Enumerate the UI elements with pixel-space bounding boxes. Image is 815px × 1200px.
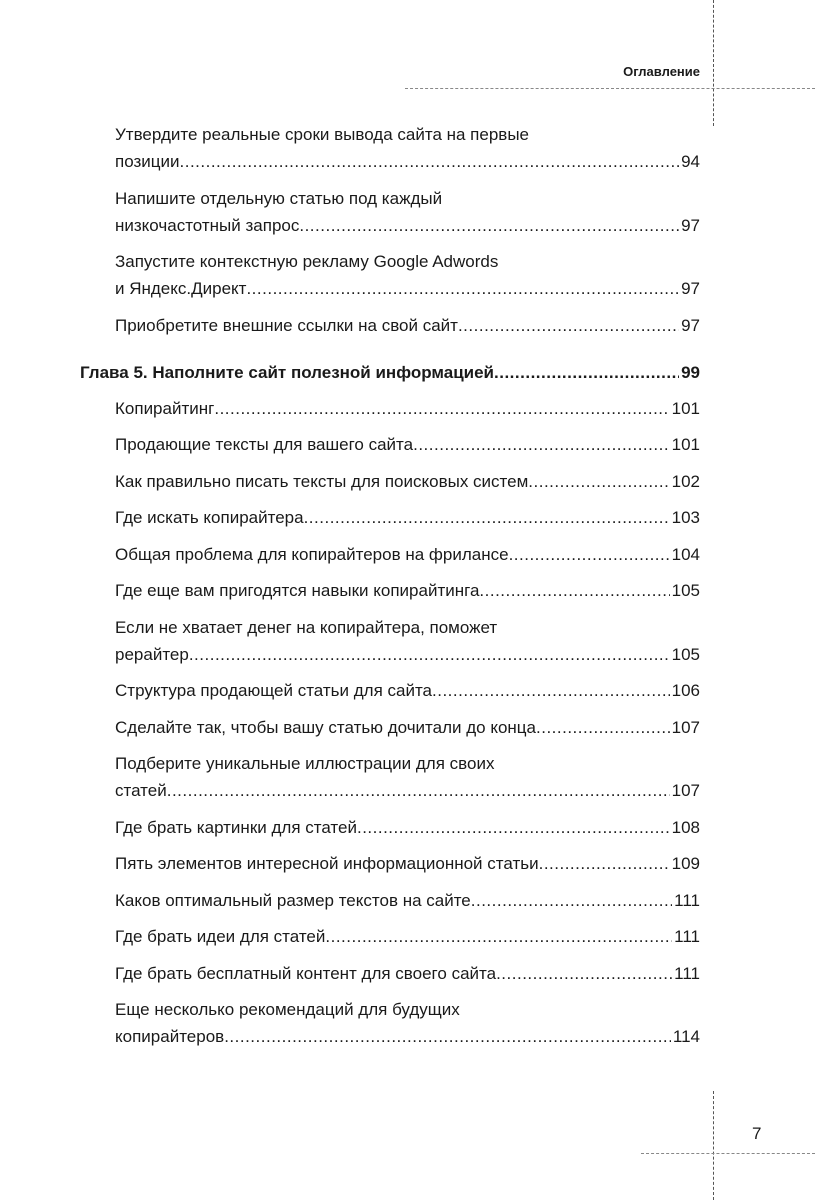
- toc-page-number: 101: [671, 398, 700, 418]
- toc-entry[interactable]: [115, 714, 700, 741]
- dot-leader: [471, 887, 672, 914]
- crop-mark-top-vertical: [713, 0, 714, 126]
- table-of-contents: [80, 121, 700, 1060]
- toc-entry-title: копирайтеров: [115, 1027, 225, 1046]
- toc-entry-title: Запустите контекстную рекламу Google Adwords: [115, 252, 499, 271]
- toc-entry-title: Сделайте так, чтобы вашу статью дочитали до конца: [115, 717, 536, 737]
- toc-entry-title: рерайтер: [115, 644, 189, 664]
- toc-entry[interactable]: [115, 577, 700, 604]
- crop-mark-bottom-vertical: [713, 1091, 714, 1200]
- toc-entry-line: [115, 121, 700, 148]
- toc-entry-title: Где еще вам пригодятся навыки копирайтинга: [115, 581, 480, 600]
- toc-entry-line: [115, 185, 700, 212]
- dot-leader: [357, 814, 670, 841]
- toc-page-number: 94: [681, 152, 700, 171]
- toc-entry-line: [115, 395, 700, 422]
- toc-page-number: 106: [671, 681, 700, 700]
- dot-leader: [246, 275, 679, 302]
- toc-entry-line: [115, 541, 700, 568]
- toc-entry[interactable]: [115, 185, 700, 239]
- toc-entry-line: [115, 504, 700, 531]
- toc-entry-line: [115, 923, 700, 950]
- toc-entry-line: [115, 677, 700, 704]
- dot-leader: [189, 641, 670, 668]
- dot-leader: [325, 923, 672, 950]
- toc-page-number: 103: [671, 508, 700, 527]
- dot-leader: [432, 677, 670, 704]
- toc-entry[interactable]: [115, 923, 700, 950]
- toc-entry-title: Где брать картинки для статей: [115, 817, 357, 837]
- footer-rule: [641, 1153, 815, 1154]
- dot-leader: [413, 431, 670, 458]
- toc-entry-title: Где брать бесплатный контент для своего сайта: [115, 963, 497, 983]
- toc-entry[interactable]: [115, 677, 700, 704]
- header-rule: [405, 88, 815, 89]
- toc-entry-title: Копирайтинг: [115, 398, 215, 418]
- toc-page-number: 97: [681, 279, 700, 298]
- toc-entry-line: [115, 275, 700, 302]
- page-number: 7: [752, 1124, 762, 1143]
- toc-entry[interactable]: [115, 750, 700, 804]
- toc-entry[interactable]: [115, 431, 700, 458]
- toc-entry-line: [115, 714, 700, 741]
- toc-entry-title: Продающие тексты для вашего сайта: [115, 435, 414, 454]
- toc-entry-line: [115, 312, 700, 339]
- toc-entry[interactable]: [115, 468, 700, 495]
- toc-entry[interactable]: [115, 814, 700, 841]
- dot-leader: [458, 312, 679, 339]
- toc-page-number: 109: [671, 854, 700, 873]
- toc-entry-line: [115, 750, 700, 777]
- toc-entry-line: [115, 814, 700, 841]
- toc-page-number: 114: [672, 1027, 700, 1046]
- toc-entry[interactable]: [115, 850, 700, 877]
- toc-entry-title: Общая проблема для копирайтеров на фрилансе: [115, 544, 509, 564]
- toc-entry-line: [115, 641, 700, 668]
- toc-page-number: 104: [671, 544, 700, 564]
- toc-entry-title: Если не хватает денег на копирайтера, поможет: [115, 617, 498, 637]
- toc-entry-line: [115, 248, 700, 275]
- toc-entry-line: [115, 468, 700, 495]
- dot-leader: [494, 359, 679, 386]
- toc-entry-title: Подберите уникальные иллюстрации для своих: [115, 754, 495, 773]
- toc-entry-line: [115, 577, 700, 604]
- toc-page-number: 102: [671, 471, 700, 491]
- dot-leader: [214, 395, 669, 422]
- toc-entry-line: [115, 614, 700, 641]
- toc-page-number: 97: [681, 215, 700, 235]
- toc-entry[interactable]: [115, 312, 700, 339]
- toc-entry-line: [80, 359, 700, 386]
- dot-leader: [299, 212, 679, 239]
- dot-leader: [180, 148, 680, 175]
- toc-entry[interactable]: [115, 541, 700, 568]
- toc-entry-title: и Яндекс.Директ: [115, 279, 247, 298]
- dot-leader: [304, 504, 670, 531]
- toc-entry-title: Как правильно писать тексты для поисковых систем: [115, 471, 529, 491]
- toc-entry-title: Приобретите внешние ссылки на свой сайт: [115, 315, 458, 335]
- toc-entry-title: Еще несколько рекомендаций для будущих: [115, 1000, 460, 1019]
- toc-entry[interactable]: [115, 614, 700, 668]
- toc-entry-title: статей: [115, 781, 167, 800]
- toc-entry-title: Где искать копирайтера: [115, 508, 304, 527]
- toc-page-number: 111: [674, 927, 700, 946]
- dot-leader: [539, 850, 670, 877]
- dot-leader: [167, 777, 670, 804]
- toc-entry-title: позиции: [115, 152, 180, 171]
- dot-leader: [509, 541, 670, 568]
- dot-leader: [528, 468, 669, 495]
- toc-page-number: 111: [674, 890, 700, 910]
- running-header: Оглавление: [623, 64, 700, 79]
- toc-entry-line: [115, 887, 700, 914]
- toc-page-number: 105: [671, 581, 700, 600]
- toc-entry-line: [115, 960, 700, 987]
- toc-chapter[interactable]: [80, 359, 700, 386]
- dot-leader: [536, 714, 670, 741]
- toc-page-number: 107: [671, 717, 700, 737]
- toc-entry-line: [115, 996, 700, 1023]
- toc-page-number: 108: [671, 817, 700, 837]
- toc-entry[interactable]: [115, 121, 700, 175]
- toc-entry-title: Утвердите реальные сроки вывода сайта на первые: [115, 125, 530, 144]
- toc-entry-title: Структура продающей статьи для сайта: [115, 681, 433, 700]
- toc-page-number: 111: [674, 963, 700, 983]
- toc-entry[interactable]: [115, 996, 700, 1050]
- toc-entry-line: [115, 777, 700, 804]
- toc-entry-title: низкочастотный запрос: [115, 215, 300, 235]
- dot-leader: [224, 1023, 671, 1050]
- toc-entry-line: [115, 212, 700, 239]
- toc-entry-title: Где брать идеи для статей: [115, 927, 326, 946]
- toc-page-number: 107: [671, 781, 700, 800]
- toc-entry[interactable]: [115, 248, 700, 302]
- toc-entry-line: [115, 850, 700, 877]
- toc-entry-title: Пять элементов интересной информационной статьи: [115, 854, 539, 873]
- toc-entry[interactable]: [115, 395, 700, 422]
- toc-entry[interactable]: [115, 504, 700, 531]
- toc-entry-title: Каков оптимальный размер текстов на сайте: [115, 890, 471, 910]
- toc-entry-title: Напишите отдельную статью под каждый: [115, 188, 443, 208]
- toc-entry-title: Глава 5. Наполните сайт полезной информацией: [80, 362, 495, 382]
- dot-leader: [479, 577, 669, 604]
- toc-page-number: 101: [671, 435, 700, 454]
- toc-entry[interactable]: [115, 887, 700, 914]
- dot-leader: [496, 960, 672, 987]
- toc-page-number: 97: [681, 315, 700, 335]
- toc-page-number: 105: [671, 644, 700, 664]
- toc-entry-line: [115, 1023, 700, 1050]
- toc-entry-line: [115, 431, 700, 458]
- toc-page-number: 99: [681, 362, 700, 382]
- toc-entry[interactable]: [115, 960, 700, 987]
- toc-entry-line: [115, 148, 700, 175]
